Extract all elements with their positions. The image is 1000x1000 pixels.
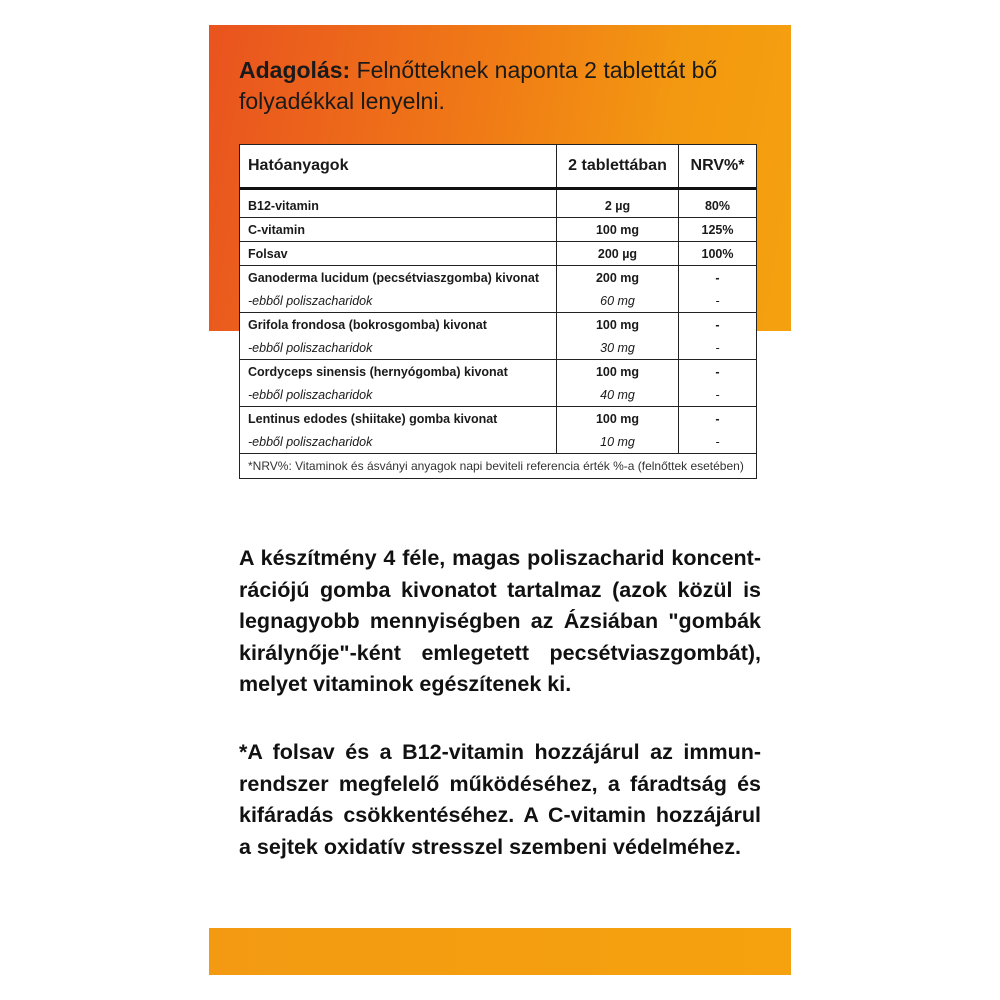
table-row — [240, 313, 756, 337]
subingredient-amount: 60 mg — [557, 289, 679, 313]
ingredient-amount: 200 µg — [557, 242, 679, 266]
table-row — [240, 360, 756, 384]
subingredient-amount: 10 mg — [557, 430, 679, 453]
orange-footer-band — [209, 928, 791, 975]
subingredient-name: -ebből poliszacharidok — [248, 434, 373, 449]
subingredient-name: -ebből poliszacharidok — [240, 383, 557, 407]
ingredient-name: B12-vitamin — [240, 189, 557, 218]
health-claim-paragraph: *A folsav és a B12-vitamin hozzájárul az immun-rendszer megfelelő működéséhez, a fáradtság és kifáradás csökkentéséhez. A C-vitamin hozzájárul a sejtek oxidatív stresszel szembeni védelméhez. — [239, 740, 761, 859]
ingredient-nrv: - — [679, 360, 757, 384]
ingredient-amount: 2 µg — [557, 189, 679, 218]
subingredient-amount: 30 mg — [557, 336, 679, 360]
ingredient-amount: 200 mg — [557, 266, 679, 290]
table-subrow — [240, 383, 756, 407]
table-subrow — [240, 289, 756, 313]
ingredient-name: Grifola frondosa (bokrosgomba) kivonat — [248, 317, 487, 332]
subingredient-nrv: - — [679, 430, 757, 453]
ingredient-nrv: - — [679, 313, 757, 337]
ingredient-name: C-vitamin — [240, 218, 557, 242]
ingredient-nrv: - — [679, 266, 757, 290]
nutrition-table — [239, 144, 757, 479]
table-subrow — [240, 430, 756, 453]
ingredient-amount: 100 mg — [557, 360, 679, 384]
table-header-row — [240, 145, 756, 189]
subingredient-nrv: - — [679, 336, 757, 360]
ingredient-name: Cordyceps sinensis (hernyógomba) kivonat — [248, 364, 508, 379]
ingredient-nrv: 125% — [679, 218, 757, 242]
ingredient-amount: 100 mg — [557, 407, 679, 431]
subingredient-name: -ebből poliszacharidok — [240, 336, 557, 360]
dosage-text — [239, 55, 759, 117]
ingredient-name: Lentinus edodes (shiitake) gomba kivonat — [248, 411, 498, 426]
subingredient-amount: 40 mg — [557, 383, 679, 407]
table-row — [240, 242, 756, 266]
ingredient-amount: 100 mg — [557, 313, 679, 337]
ingredient-name: Ganoderma lucidum (pecsétviaszgomba) kivonat — [248, 270, 540, 285]
subingredient-name: -ebből poliszacharidok — [240, 289, 557, 313]
ingredient-nrv: - — [679, 407, 757, 431]
dosage-instructions: Felnőtteknek naponta 2 tablettát bő folyadékkal lenyelni. — [239, 57, 718, 114]
table-row — [240, 189, 756, 218]
header-amount: 2 tablettában — [557, 145, 679, 189]
ingredient-name: Folsav — [240, 242, 557, 266]
header-nrv: NRV%* — [679, 145, 757, 189]
ingredient-amount: 100 mg — [557, 218, 679, 242]
header-ingredients: Hatóanyagok — [240, 145, 557, 189]
table-row — [240, 266, 756, 290]
subingredient-nrv: - — [679, 383, 757, 407]
dosage-label: Adagolás: — [239, 57, 351, 83]
table-subrow — [240, 336, 756, 360]
table-row — [240, 218, 756, 242]
nrv-footnote: *NRV%: Vitaminok és ásványi anyagok napi beviteli referencia érték %-a (felnőttek esetében) — [240, 453, 756, 478]
ingredient-nrv: 100% — [679, 242, 757, 266]
ingredient-nrv: 80% — [679, 189, 757, 218]
label-panel — [209, 25, 791, 975]
description-paragraph: A készítmény 4 féle, magas poliszacharid koncent-rációjú gomba kivonatot tartalmaz (azok közül is legnagyobb mennyiségben az Ázsiában "gombák királynője"-ként emlegetett pecsétviaszgombát), melyet vitaminok egészítenek ki. — [239, 546, 761, 696]
subingredient-nrv: - — [679, 289, 757, 313]
table-row — [240, 407, 756, 431]
